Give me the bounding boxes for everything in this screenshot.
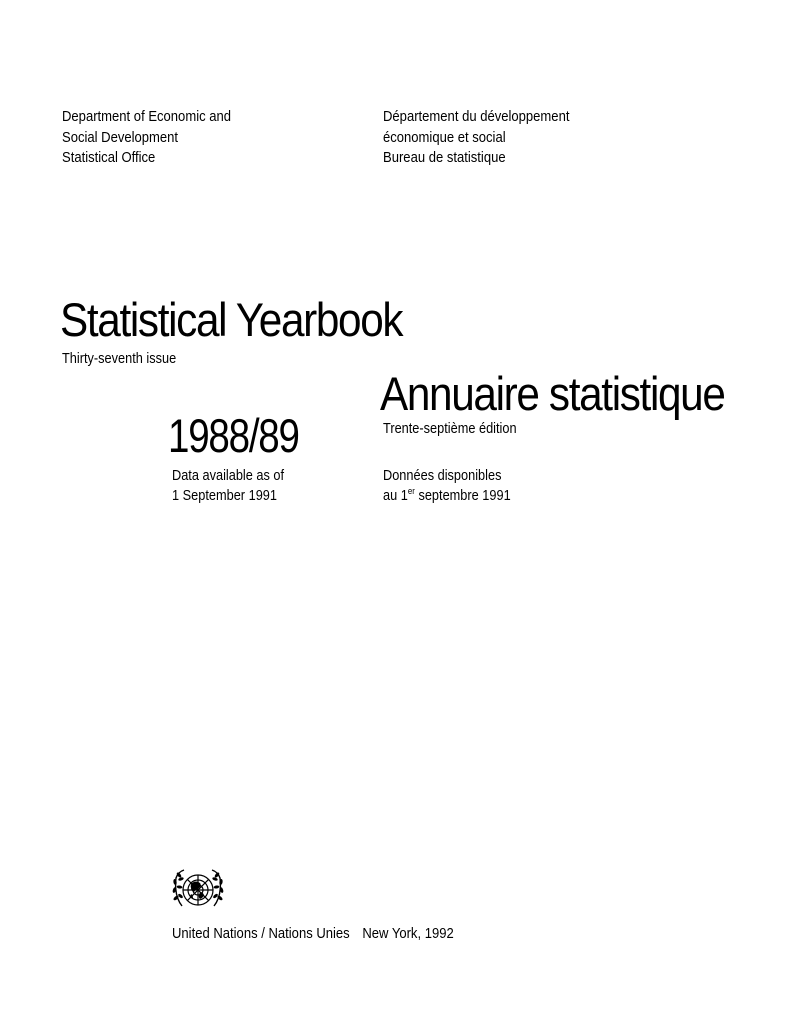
title-english: Statistical Yearbook [60,293,403,346]
publication-place-year: New York, 1992 [362,926,454,942]
availability-french-date-sup: er [407,486,415,496]
availability-french-date [383,486,511,506]
department-french-line: économique et social [383,129,506,146]
availability-english-line: Data available as of [172,468,285,484]
availability-french-line: Données disponibles [383,468,502,484]
availability-french [383,466,511,506]
department-english [62,107,231,169]
availability-english-line: 1 September 1991 [172,488,277,504]
publisher-footer [172,925,454,943]
yearbook-years: 1988/89 [168,409,299,462]
department-english-line: Statistical Office [62,150,156,166]
department-french [383,107,569,169]
availability-french-date-prefix: au 1 [383,488,408,504]
issue-french: Trente-septième édition [383,421,517,437]
title-french: Annuaire statistique [380,367,725,420]
department-english-line: Social Development [62,129,179,146]
department-french-line: Département du développement [383,109,570,125]
availability-french-date-suffix: septembre 1991 [414,488,511,504]
availability-english [172,466,284,506]
publisher-name: United Nations / Nations Unies [172,926,350,942]
department-french-line: Bureau de statistique [383,150,506,166]
department-english-line: Department of Economic and [62,109,232,125]
issue-english: Thirty-seventh issue [62,351,177,367]
un-emblem-icon [170,866,226,914]
